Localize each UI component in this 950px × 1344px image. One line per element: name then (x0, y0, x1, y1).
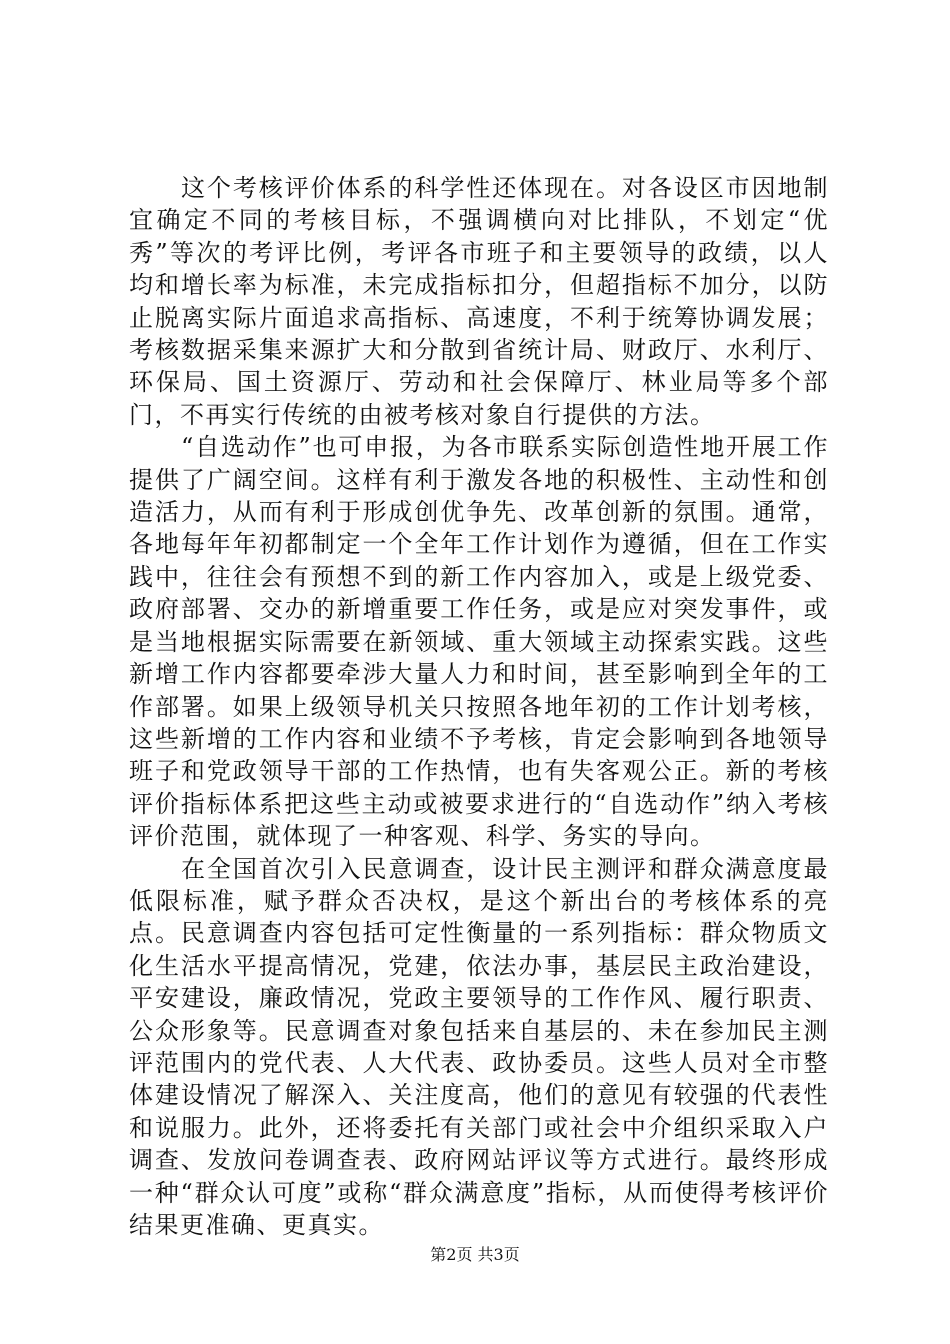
paragraph-public-opinion: 在全国首次引入民意调查，设计民主测评和群众满意度最低限标准，赋予群众否决权，是这个新出台的考核体系的亮点。民意调查内容包括可定性衡量的一系列指标：群众物质文化生活水平提高情况，党建，依法办事，基层民主政治建设，平安建设，廉政情况，党政主要领导的工作作风、履行职责、公众形象等。民意调查对象包括来自基层的、未在参加民主测评范围内的党代表、人大代表、政协委员。这些人员对全市整体建设情况了解深入、关注度高，他们的意见有较强的代表性和说服力。此外，还将委托有关部门或社会中介组织采取入户调查、发放问卷调查表、政府网站评议等方式进行。最终形成一种“群众认可度”或称“群众满意度”指标，从而使得考核评价结果更准确、更真实。 (129, 854, 829, 1239)
page-footer: 第2页 共3页 (430, 1245, 520, 1264)
document-body (129, 172, 829, 1241)
paragraph-optional-actions: “自选动作”也可申报，为各市联系实际创造性地开展工作提供了广阔空间。这样有利于激发各地的积极性、主动性和创造活力，从而有利于形成创优争先、改革创新的氛围。通常，各地每年年初都制定一个全年工作计划作为遵循，但在工作实践中，往往会有预想不到的新工作内容加入，或是上级党委、政府部署、交办的新增重要工作任务，或是应对突发事件，或是当地根据实际需要在新领域、重大领域主动探索实践。这些新增工作内容都要牵涉大量人力和时间，甚至影响到全年的工作部署。如果上级领导机关只按照各地年初的工作计划考核，这些新增的工作内容和业绩不予考核，肯定会影响到各地领导班子和党政领导干部的工作热情，也有失客观公正。新的考核评价指标体系把这些主动或被要求进行的“自选动作”纳入考核评价范围，就体现了一种客观、科学、务实的导向。 (129, 433, 829, 851)
paragraph-evaluation-system: 这个考核评价体系的科学性还体现在。对各设区市因地制宜确定不同的考核目标，不强调横向对比排队，不划定“优秀”等次的考评比例，考评各市班子和主要领导的政绩，以人均和增长率为标准，未完成指标扣分，但超指标不加分，以防止脱离实际片面追求高指标、高速度，不利于统筹协调发展；考核数据采集来源扩大和分散到省统计局、财政厅、水利厅、环保局、国土资源厅、劳动和社会保障厅、林业局等多个部门，不再实行传统的由被考核对象自行提供的方法。 (129, 174, 829, 429)
